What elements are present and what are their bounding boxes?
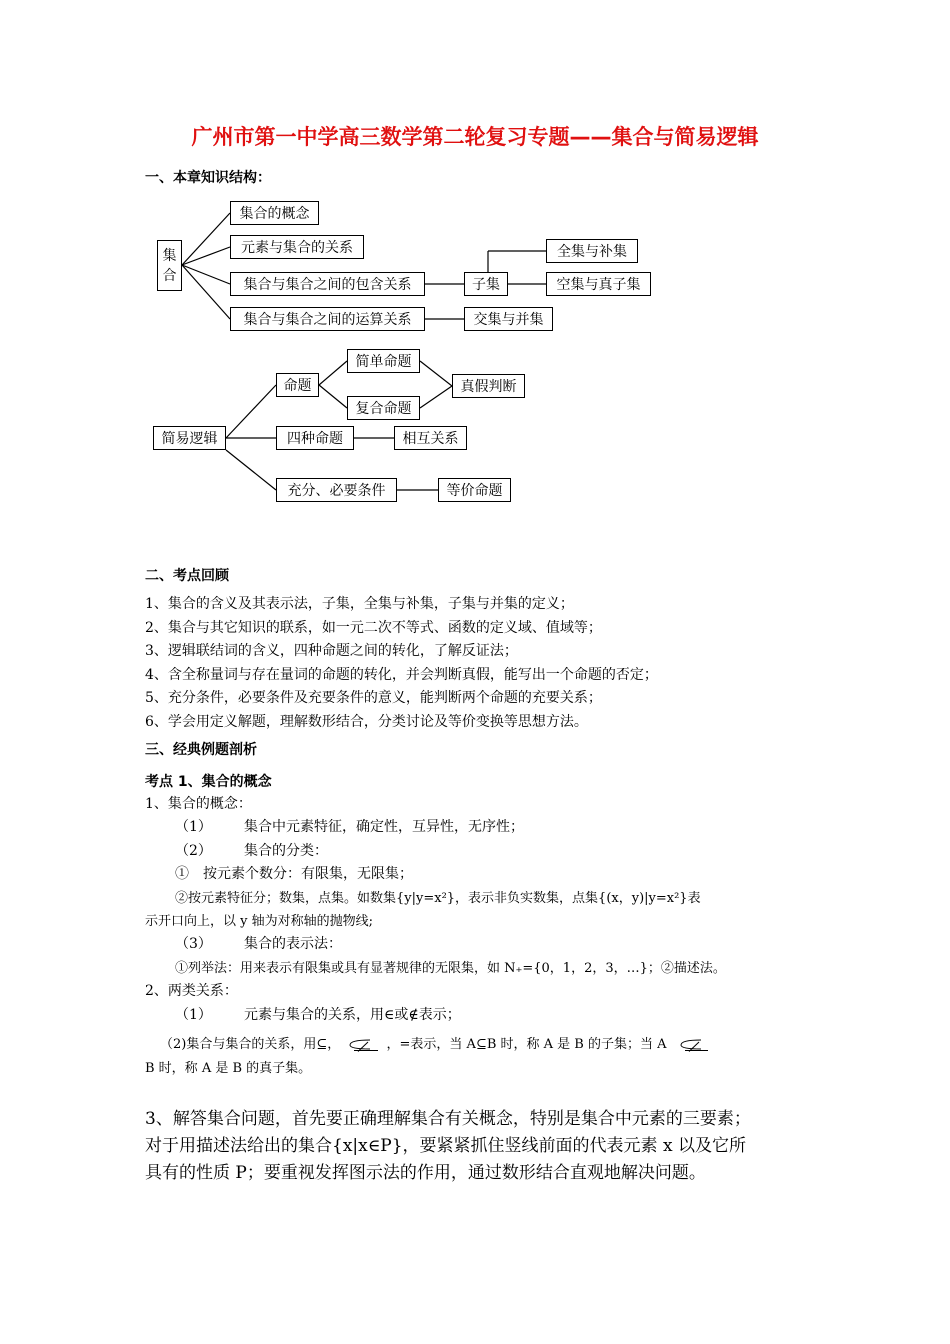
review-item: 3、逻辑联结词的含义，四种命题之间的转化，了解反证法； (145, 643, 518, 659)
proper-subset-icon (671, 1038, 709, 1052)
item-number: （3） (175, 936, 212, 952)
node-equivalent-proposition: 等价命题 (438, 478, 511, 502)
node-proposition: 命题 (276, 373, 319, 397)
node-set-root (157, 240, 182, 291)
review-item: 5、充分条件，必要条件及充要条件的意义，能判断两个命题的充要关系； (145, 690, 602, 706)
node-simple-logic: 简易逻辑 (153, 426, 226, 450)
paragraph: 2、两类关系： (145, 983, 238, 999)
node-simple-proposition: 简单命题 (347, 349, 420, 373)
point-heading: 考点 1、集合的概念 (145, 774, 272, 790)
paragraph: 示开口向上，以 y 轴为对称轴的抛物线; (145, 914, 373, 929)
node-mutual-relation: 相互关系 (394, 426, 467, 450)
paragraph: 集合中元素特征，确定性，互异性，无序性； (244, 819, 524, 835)
review-item: 2、集合与其它知识的联系，如一元二次不等式、函数的定义域、值域等； (145, 620, 602, 636)
item-number: （1） (175, 1007, 212, 1023)
node-universal-complement: 全集与补集 (546, 239, 638, 263)
proper-subset-icon (344, 1038, 382, 1052)
paragraph (160, 1033, 709, 1052)
review-item: 6、学会用定义解题，理解数形结合，分类讨论及等价变换等思想方法。 (145, 714, 588, 730)
node-empty-proper-subset: 空集与真子集 (546, 272, 651, 296)
paragraph: ① 按元素个数分：有限集，无限集； (175, 866, 413, 882)
node-set-concept: 集合的概念 (230, 201, 319, 225)
node-compound-proposition: 复合命题 (347, 396, 420, 420)
review-item: 1、集合的含义及其表示法，子集，全集与补集，子集与并集的定义； (145, 596, 574, 612)
text-segment: ，=表示，当 A⊆B 时，称 A 是 B 的子集；当 A (386, 1037, 667, 1052)
node-set-inclusion-relation: 集合与集合之间的包含关系 (230, 272, 425, 296)
paragraph: ②按元素特征分；数集，点集。如数集{y|y=x²}，表示非负实数集，点集{(x，y)|y=x²}表 (175, 891, 701, 906)
section-heading-review: 二、考点回顾 (145, 568, 229, 584)
paragraph: 集合的表示法： (244, 936, 342, 952)
node-label: 集合 (162, 247, 177, 284)
paragraph: 对于用描述法给出的集合{x|x∈P}，要紧紧抓住竖线前面的代表元素 x 以及它所 (145, 1136, 746, 1156)
paragraph: B 时，称 A 是 B 的真子集。 (145, 1061, 312, 1076)
paragraph: 1、集合的概念： (145, 796, 252, 812)
node-sufficient-necessary: 充分、必要条件 (276, 478, 397, 502)
section-heading-structure: 一、本章知识结构： (145, 170, 271, 186)
node-set-operation-relation: 集合与集合之间的运算关系 (230, 307, 425, 331)
paragraph: ①列举法：用来表示有限集或具有显著规律的无限集，如 N₊={0，1，2，3，…}；②描述法。 (175, 961, 726, 976)
paragraph: 元素与集合的关系，用∈或∉表示； (244, 1007, 461, 1023)
page-title: 广州市第一中学高三数学第二轮复习专题——集合与简易逻辑 (191, 125, 759, 149)
item-number: （1） (175, 819, 212, 835)
node-subset: 子集 (464, 272, 508, 296)
node-truth-judgment: 真假判断 (452, 374, 525, 398)
node-element-set-relation: 元素与集合的关系 (230, 235, 364, 259)
node-intersection-union: 交集与并集 (464, 307, 553, 331)
item-number: （2） (175, 843, 212, 859)
section-heading-examples: 三、经典例题剖析 (145, 742, 257, 758)
paragraph: 具有的性质 P；要重视发挥图示法的作用，通过数形结合直观地解决问题。 (145, 1163, 706, 1183)
text-segment: （2)集合与集合的关系，用⊆， (160, 1037, 341, 1052)
paragraph: 集合的分类： (244, 843, 328, 859)
review-item: 4、含全称量词与存在量词的命题的转化，并会判断真假，能写出一个命题的否定； (145, 667, 658, 683)
paragraph: 3、解答集合问题，首先要正确理解集合有关概念，特别是集合中元素的三要素； (145, 1109, 751, 1129)
node-four-propositions: 四种命题 (276, 426, 354, 450)
